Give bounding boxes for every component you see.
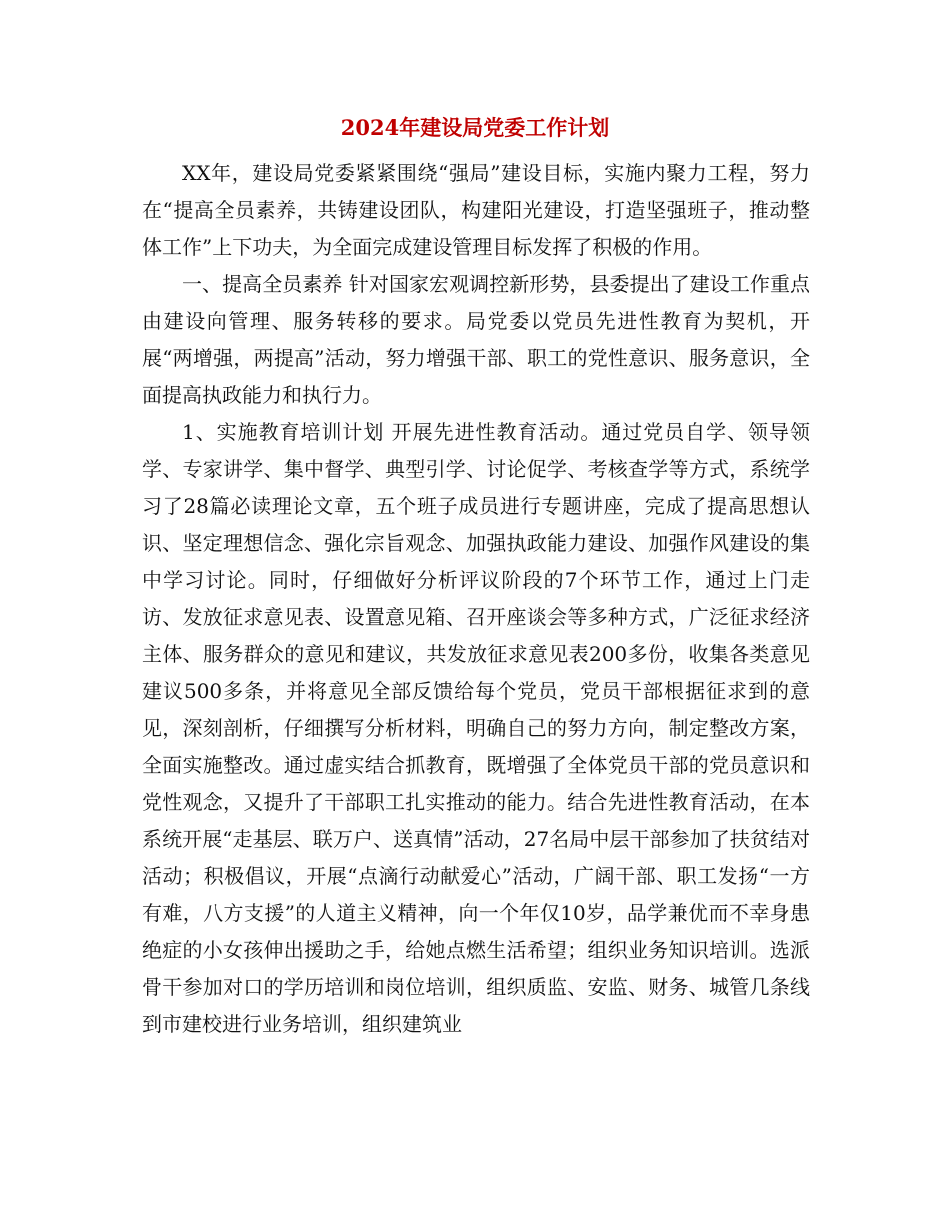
document-title: 2024年建设局党委工作计划 [340,115,610,140]
paragraph-intro: XX年，建设局党委紧紧围绕“强局”建设目标，实施内聚力工程，努力在“提高全员素养，共铸建设团队，构建阳光建设，打造坚强班子，推动整体工作”上下功夫，为全面完成建设管理目标发挥了积极的作用。 [142,161,810,259]
document-body [142,155,810,1043]
paragraph-section-1: 一、提高全员素养 针对国家宏观调控新形势，县委提出了建设工作重点由建设向管理、服务转移的要求。局党委以党员先进性教育为契机，开展“两增强，两提高”活动，努力增强干部、职工的党性意识、服务意识，全面提高执政能力和执行力。 [142,272,810,407]
paragraph-section-1-1: 1、实施教育培训计划 开展先进性教育活动。通过党员自学、领导领学、专家讲学、集中督学、典型引学、讨论促学、考核查学等方式，系统学习了28篇必读理论文章，五个班子成员进行专题讲座，完成了提高思想认识、坚定理想信念、强化宗旨观念、加强执政能力建设、加强作风建设的集中学习讨论。同时，仔细做好分析评议阶段的7个环节工作，通过上门走访、发放征求意见表、设置意见箱、召开座谈会等多种方式，广泛征求经济主体、服务群众的意见和建议，共发放征求意见表200多份，收集各类意见建议500多条，并将意见全部反馈给每个党员，党员干部根据征求到的意见，深刻剖析，仔细撰写分析材料，明确自己的努力方向，制定整改方案，全面实施整改。通过虚实结合抓教育，既增强了全体党员干部的党员意识和党性观念，又提升了干部职工扎实推动的能力。结合先进性教育活动，在本系统开展“走基层、联万户、送真情”活动，27名局中层干部参加了扶贫结对活动；积极倡议，开展“点滴行动献爱心”活动，广阔干部、职工发扬“一方有难，八方支援”的人道主义精神，向一个年仅10岁，品学兼优而不幸身患绝症的小女孩伸出援助之手，给她点燃生活希望；组织业务知识培训。选派骨干参加对口的学历培训和岗位培训，组织质监、安监、财务、城管几条线到市建校进行业务培训，组织建筑业 [142,420,810,1036]
